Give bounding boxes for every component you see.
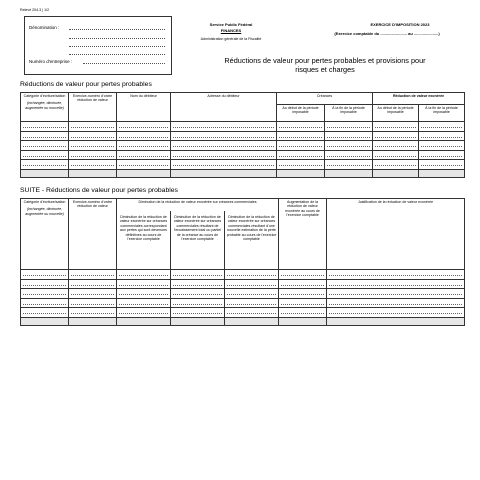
s1-total-cell[interactable] — [373, 169, 419, 177]
s1-input-cell[interactable] — [373, 141, 419, 151]
denomination-field-2[interactable] — [69, 38, 165, 39]
s2-row — [21, 298, 465, 308]
s2-header-decrease-new-estimate: Diminution de la réduction de valeur exonérée sur créances commerciales résultant d'une nouvelle estimation de la perte probable au cours de l'exercice comptable — [225, 211, 279, 270]
s2-total-cell[interactable] — [327, 317, 465, 325]
s2-input-cell[interactable] — [225, 298, 279, 308]
s2-input-cell[interactable] — [117, 298, 171, 308]
s1-header-category — [21, 93, 69, 122]
s1-header-exempt-start: Au début de la période imposable — [373, 105, 419, 122]
s1-input-cell[interactable] — [419, 150, 465, 160]
s1-input-cell[interactable] — [69, 131, 117, 141]
s2-header-decrease-collection: Diminution de la réduction de valeur exonérée sur créances commerciales résultant de l'encaissement total ou partiel de la créance au cours de l'exercice comptable — [171, 211, 225, 270]
s2-header-justification: Justification de la réduction de valeur exonérée — [327, 199, 465, 270]
s1-input-cell[interactable] — [171, 122, 277, 132]
s1-header-claims-start: Au début de la période imposable — [277, 105, 325, 122]
s2-row — [21, 270, 465, 280]
s1-input-cell[interactable] — [171, 160, 277, 170]
s2-input-cell[interactable] — [69, 279, 117, 289]
s1-input-cell[interactable] — [21, 141, 69, 151]
section1-table — [20, 92, 465, 178]
s1-input-cell[interactable] — [325, 160, 373, 170]
s2-total-cell[interactable] — [69, 317, 117, 325]
s2-total-cell[interactable] — [171, 317, 225, 325]
s1-header-debtor-address: Adresse du débiteur — [171, 93, 277, 122]
s1-header-debtor-name: Nom du débiteur — [117, 93, 171, 122]
s2-row — [21, 289, 465, 299]
denomination-label: Dénomination : — [29, 25, 60, 30]
s1-input-cell[interactable] — [373, 122, 419, 132]
s2-total-cell[interactable] — [279, 317, 327, 325]
section2-title: SUITE - Réductions de valeur pour pertes probables — [20, 187, 178, 194]
s2-input-cell[interactable] — [279, 298, 327, 308]
s1-input-cell[interactable] — [419, 122, 465, 132]
s2-input-cell[interactable] — [225, 270, 279, 280]
s1-input-cell[interactable] — [373, 160, 419, 170]
s2-input-cell[interactable] — [21, 289, 69, 299]
section2-table — [20, 198, 465, 326]
s1-input-cell[interactable] — [171, 141, 277, 151]
exercise-title: EXERCICE D'IMPOSITION 2023 — [370, 22, 430, 27]
s2-input-cell[interactable] — [117, 279, 171, 289]
s2-header-category — [21, 199, 69, 270]
s2-row — [21, 279, 465, 289]
s1-input-cell[interactable] — [117, 160, 171, 170]
s2-input-cell[interactable] — [327, 308, 465, 318]
s1-input-cell[interactable] — [69, 122, 117, 132]
s2-input-cell[interactable] — [21, 298, 69, 308]
s2-input-cell[interactable] — [171, 308, 225, 318]
company-number-label: Numéro d'entreprise : — [29, 59, 73, 64]
s2-input-cell[interactable] — [171, 270, 225, 280]
s1-total-cell[interactable] — [325, 169, 373, 177]
s2-input-cell[interactable] — [327, 279, 465, 289]
s2-category-note: (inchangée, diminuée, augmentée ou nouvelle) — [25, 207, 64, 216]
s1-row — [21, 150, 465, 160]
page-title — [190, 56, 460, 75]
s2-input-cell[interactable] — [225, 308, 279, 318]
s2-header-decrease-final-losses: Diminution de la réduction de valeur exonérée sur créances commerciales correspondant aux pertes qui sont devenues définitives au cours de l'exercice comptable — [117, 211, 171, 270]
s2-input-cell[interactable] — [117, 308, 171, 318]
denomination-field-1[interactable] — [69, 29, 165, 30]
s1-header-exempt-end: À la fin de la période imposable — [419, 105, 465, 122]
s2-header-increase: Augmentation de la réduction de valeur exonérée au cours de l'exercice comptable — [279, 199, 327, 270]
s2-input-cell[interactable] — [279, 289, 327, 299]
denomination-field-4[interactable] — [69, 54, 165, 55]
s2-total-cell[interactable] — [21, 317, 69, 325]
s2-header-decrease: Diminution de la réduction de valeur exonérée sur créances commerciales — [117, 199, 279, 212]
s1-input-cell[interactable] — [325, 150, 373, 160]
s1-input-cell[interactable] — [277, 131, 325, 141]
s2-input-cell[interactable] — [171, 279, 225, 289]
s1-input-cell[interactable] — [325, 131, 373, 141]
s2-total-row — [21, 317, 465, 325]
s1-total-cell[interactable] — [277, 169, 325, 177]
s2-input-cell[interactable] — [69, 308, 117, 318]
s2-input-cell[interactable] — [21, 270, 69, 280]
s1-header-claims: Créances — [277, 93, 373, 105]
s1-input-cell[interactable] — [21, 131, 69, 141]
s1-input-cell[interactable] — [21, 150, 69, 160]
s2-input-cell[interactable] — [117, 270, 171, 280]
s1-input-cell[interactable] — [373, 131, 419, 141]
s1-total-cell[interactable] — [69, 169, 117, 177]
s2-header-exercise-number: Exercice-numéro d'ordre réduction de valeur — [69, 199, 117, 270]
s1-input-cell[interactable] — [419, 160, 465, 170]
s1-row — [21, 141, 465, 151]
s1-header-exercise-number: Exercice-numéro d'ordre réduction de valeur — [69, 93, 117, 122]
s1-row — [21, 160, 465, 170]
s1-input-cell[interactable] — [69, 141, 117, 151]
s1-input-cell[interactable] — [325, 122, 373, 132]
page-title-line1: Réductions de valeur pour pertes probables et provisions pour — [224, 56, 426, 65]
s2-row — [21, 308, 465, 318]
s1-total-row — [21, 169, 465, 177]
s1-input-cell[interactable] — [373, 150, 419, 160]
page-title-line2: risques et charges — [295, 65, 355, 75]
s1-total-cell[interactable] — [171, 169, 277, 177]
s2-total-cell[interactable] — [117, 317, 171, 325]
identity-box — [24, 16, 172, 75]
s2-input-cell[interactable] — [69, 289, 117, 299]
s2-input-cell[interactable] — [225, 289, 279, 299]
administration-label: Administration générale de la Fiscalité — [200, 37, 262, 41]
s1-input-cell[interactable] — [277, 150, 325, 160]
s1-input-cell[interactable] — [117, 150, 171, 160]
s1-input-cell[interactable] — [21, 160, 69, 170]
s2-input-cell[interactable] — [21, 308, 69, 318]
s1-header-exempt: Réduction de valeur exonérée — [373, 93, 465, 105]
denomination-field-3[interactable] — [69, 46, 165, 47]
s1-input-cell[interactable] — [277, 122, 325, 132]
s1-input-cell[interactable] — [171, 150, 277, 160]
s1-total-cell[interactable] — [419, 169, 465, 177]
company-number-field[interactable] — [83, 63, 165, 64]
s1-input-cell[interactable] — [325, 141, 373, 151]
s1-category-label: Catégorie d'écriture/sation — [23, 94, 66, 98]
s2-input-cell[interactable] — [69, 298, 117, 308]
s1-input-cell[interactable] — [277, 141, 325, 151]
s2-input-cell[interactable] — [21, 279, 69, 289]
s2-total-cell[interactable] — [225, 317, 279, 325]
s2-input-cell[interactable] — [225, 279, 279, 289]
s1-category-note: (inchangée, diminuée, augmentée ou nouvelle) — [25, 101, 64, 110]
s1-input-cell[interactable] — [69, 160, 117, 170]
spf-label: Service Public Fédéral — [209, 22, 253, 27]
s1-row — [21, 131, 465, 141]
s1-input-cell[interactable] — [419, 131, 465, 141]
s2-input-cell[interactable] — [279, 308, 327, 318]
s2-category-label: Catégorie d'écriture/sation — [23, 200, 66, 204]
s1-total-cell[interactable] — [21, 169, 69, 177]
s1-input-cell[interactable] — [419, 141, 465, 151]
s2-input-cell[interactable] — [279, 279, 327, 289]
s2-input-cell[interactable] — [69, 270, 117, 280]
s1-input-cell[interactable] — [117, 131, 171, 141]
s2-input-cell[interactable] — [279, 270, 327, 280]
s1-input-cell[interactable] — [21, 122, 69, 132]
s1-row — [21, 122, 465, 132]
s1-input-cell[interactable] — [117, 141, 171, 151]
s1-input-cell[interactable] — [69, 150, 117, 160]
section1-title: Réductions de valeur pour pertes probables — [20, 81, 152, 88]
s1-input-cell[interactable] — [117, 122, 171, 132]
s1-input-cell[interactable] — [171, 131, 277, 141]
accounting-period: (Exercice comptable du ........................ au ......................) — [334, 31, 440, 36]
s2-input-cell[interactable] — [327, 270, 465, 280]
s2-input-cell[interactable] — [117, 289, 171, 299]
s1-total-cell[interactable] — [117, 169, 171, 177]
s2-input-cell[interactable] — [171, 289, 225, 299]
finances-label: FINANCES — [220, 28, 242, 33]
s2-input-cell[interactable] — [327, 289, 465, 299]
s2-input-cell[interactable] — [327, 298, 465, 308]
s1-header-claims-end: À la fin de la période imposable — [325, 105, 373, 122]
s1-input-cell[interactable] — [277, 160, 325, 170]
s2-input-cell[interactable] — [171, 298, 225, 308]
form-reference: Relevé 204.3 | 1/2 — [20, 8, 50, 12]
